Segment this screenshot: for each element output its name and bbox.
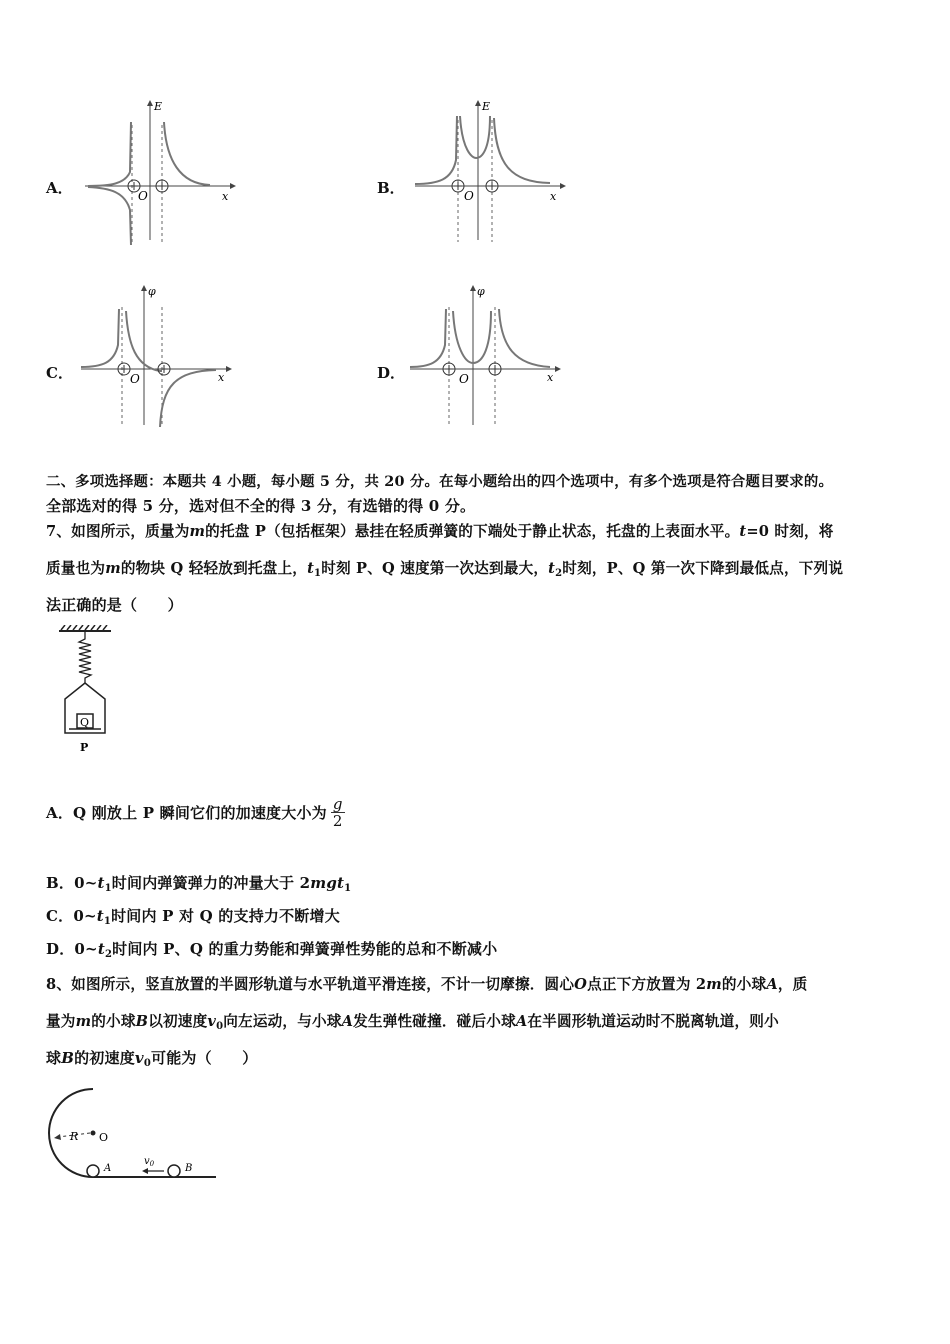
- section2-line1: 二、多项选择题：本题共 4 小题，每小题 5 分，共 20 分。在每小题给出的四个选项中，有多个选项是符合题目要求的。: [46, 473, 834, 490]
- graph-c-origin: O: [130, 372, 140, 386]
- graph-d: [405, 285, 565, 435]
- q8-fig-b: B: [185, 1163, 193, 1174]
- graph-a-yaxis: E: [154, 100, 163, 113]
- q7-line2: 质量也为m的物块 Q 轻轻放到托盘上，$t_1$时刻 P、Q 速度第一次达到最大，$t_2$时刻，P、Q 第一次下降到最低点，下列说: [46, 560, 844, 579]
- q7-option-d: D．$0\sim t_2$时间内 P、Q 的重力势能和弹簧弹性势能的总和不断减小: [46, 940, 498, 960]
- q8-line3: 球B的初速度$v_0$可能为（ ）: [46, 1049, 258, 1069]
- q7-fig-q: Q: [80, 716, 90, 729]
- graph-d-origin: O: [459, 372, 469, 386]
- graph-a: [80, 100, 240, 250]
- q8-figure: [44, 1085, 224, 1190]
- q7-option-b: B．$0\sim t_1$时间内弹簧弹力的冲量大于 2mgt$_1$: [46, 874, 352, 894]
- graph-b-xaxis: x: [550, 190, 557, 203]
- option-b-label: B．: [377, 179, 405, 197]
- graph-d-xaxis: x: [547, 371, 554, 384]
- graph-b-origin: O: [464, 189, 474, 203]
- q7-fig-p: P: [80, 741, 89, 754]
- graph-c-yaxis: φ: [148, 285, 156, 298]
- graph-c-xaxis: x: [218, 371, 225, 384]
- q7-line3: 法正确的是（ ）: [46, 596, 183, 614]
- q8-line2: 量为m的小球B以初速度$v_0$向左运动，与小球A发生弹性碰撞．碰后小球A在半圆形轨道运动时不脱离轨道，则小: [46, 1013, 779, 1032]
- graph-b-yaxis: E: [482, 100, 491, 113]
- q7-line1: 7、如图所示，质量为m的托盘 P（包括框架）悬挂在轻质弹簧的下端处于静止状态，托盘的上表面水平。t=0 时刻，将: [46, 523, 834, 540]
- q7-option-a: A．Q 刚放上 P 瞬间它们的加速度大小为 $\frac{g}{2}$: [46, 794, 343, 830]
- graph-c: [76, 285, 236, 435]
- q8-fig-r: R: [70, 1130, 79, 1143]
- q7-figure: [55, 625, 125, 760]
- q7-option-c: C．$0\sim t_1$时间内 P 对 Q 的支持力不断增大: [46, 907, 340, 927]
- q8-fig-a: A: [104, 1163, 112, 1174]
- graph-b: [410, 100, 570, 250]
- graph-a-origin: O: [138, 189, 148, 203]
- graph-d-yaxis: φ: [477, 285, 485, 298]
- option-a-label: A．: [46, 179, 73, 197]
- option-c-label: C．: [46, 364, 73, 382]
- q8-fig-o: O: [99, 1131, 109, 1144]
- q8-line1: 8、如图所示，竖直放置的半圆形轨道与水平轨道平滑连接，不计一切摩擦．圆心O点正下方放置为 2m的小球A，质: [46, 976, 808, 993]
- option-d-label: D．: [377, 364, 406, 382]
- q8-fig-v0: $v_0$: [144, 1156, 155, 1168]
- fraction-g-over-2: $\frac{g}{2}$: [332, 794, 343, 830]
- graph-a-xaxis: x: [222, 190, 229, 203]
- section2-line2: 全部选对的得 5 分，选对但不全的得 3 分，有选错的得 0 分。: [46, 497, 476, 515]
